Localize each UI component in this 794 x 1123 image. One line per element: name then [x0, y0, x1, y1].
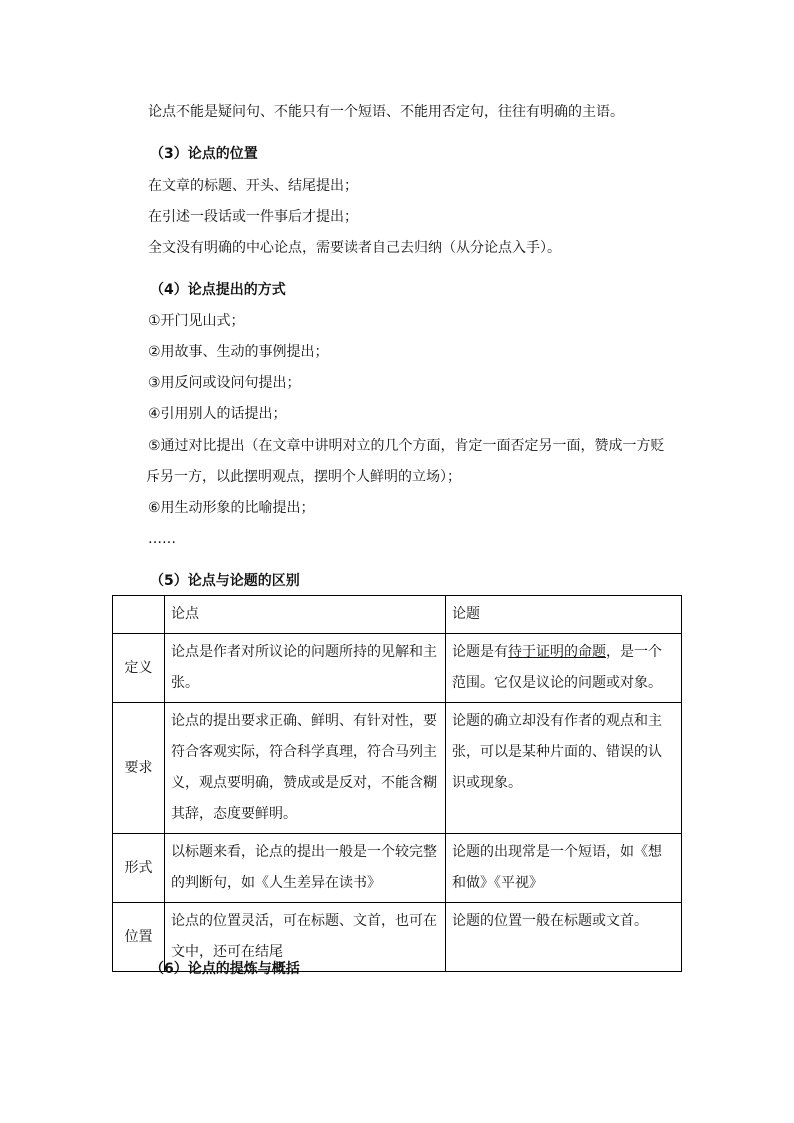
- s4-item-5: ⑤通过对比提出（在文章中讲明对立的几个方面，肯定一面否定另一面，赞成一方贬: [148, 438, 665, 454]
- row-label-definition: 定义: [113, 634, 165, 703]
- row-label-requirement: 要求: [113, 703, 165, 834]
- definition-lunti-text-post: ，是一个范围。它仅是议论的问题或对象。: [452, 644, 662, 691]
- requirement-lundian-cell: 论点的提出要求正确、鲜明、有针对性，要符合客观实际，符合科学真理，符合马列主义，观点要明确，赞成或是反对，不能含糊其辞，态度要鲜明。: [165, 703, 446, 834]
- requirement-lunti-cell: 论题的确立却没有作者的观点和主张，可以是某种片面的、错误的认识或现象。: [446, 703, 682, 834]
- intro-paragraph: 论点不能是疑问句、不能只有一个短语、不能用否定句，往往有明确的主语。: [148, 104, 624, 120]
- s3-item-3: 全文没有明确的中心论点，需要读者自己去归纳（从分论点入手）。: [148, 240, 561, 256]
- table-header-lundian: 论点: [165, 596, 446, 634]
- row-label-position: 位置: [113, 903, 165, 972]
- table-row: [113, 703, 682, 834]
- s4-item-5-continued: 斥另一方，以此摆明观点，摆明个人鲜明的立场）；: [146, 469, 461, 485]
- s4-item-6: ⑥用生动形象的比喻提出；: [148, 500, 315, 516]
- section-3-heading: （3）论点的位置: [150, 146, 258, 162]
- s4-item-4: ④引用别人的话提出；: [148, 406, 287, 422]
- form-lundian-cell: 以标题来看，论点的提出一般是一个较完整的判断句，如《人生差异在读书》: [165, 834, 446, 903]
- definition-lunti-cell: [446, 634, 682, 703]
- row-label-form: 形式: [113, 834, 165, 903]
- form-lunti-cell: 论题的出现常是一个短语，如《想和做》《平视》: [446, 834, 682, 903]
- section-4-heading: （4）论点提出的方式: [150, 282, 286, 298]
- comparison-table: [112, 595, 682, 972]
- section-5-heading: （5）论点与论题的区别: [150, 573, 300, 589]
- s3-item-1: 在文章的标题、开头、结尾提出；: [148, 178, 358, 194]
- definition-lunti-underlined: 待于证明的命题: [508, 644, 606, 660]
- table-header-row: [113, 596, 682, 634]
- s3-item-2: 在引述一段话或一件事后才提出；: [148, 209, 358, 225]
- definition-lundian-cell: 论点是作者对所议论的问题所持的见解和主张。: [165, 634, 446, 703]
- table-header-lunti: 论题: [446, 596, 682, 634]
- section-6-heading: （6）论点的提炼与概括: [150, 961, 300, 977]
- position-lunti-cell: 论题的位置一般在标题或文首。: [446, 903, 682, 972]
- table-header-empty: [113, 596, 165, 634]
- s4-item-1: ①开门见山式；: [148, 313, 245, 329]
- s4-ellipsis: ……: [148, 531, 176, 547]
- definition-lunti-text-pre: 论题是有: [452, 644, 508, 660]
- table-row: [113, 634, 682, 703]
- table-row: [113, 834, 682, 903]
- s4-item-3: ③用反问或设问句提出；: [148, 375, 301, 391]
- position-lundian-cell: 论点的位置灵活，可在标题、文首，也可在文中，还可在结尾: [165, 903, 446, 972]
- s4-item-2: ②用故事、生动的事例提出；: [148, 344, 329, 360]
